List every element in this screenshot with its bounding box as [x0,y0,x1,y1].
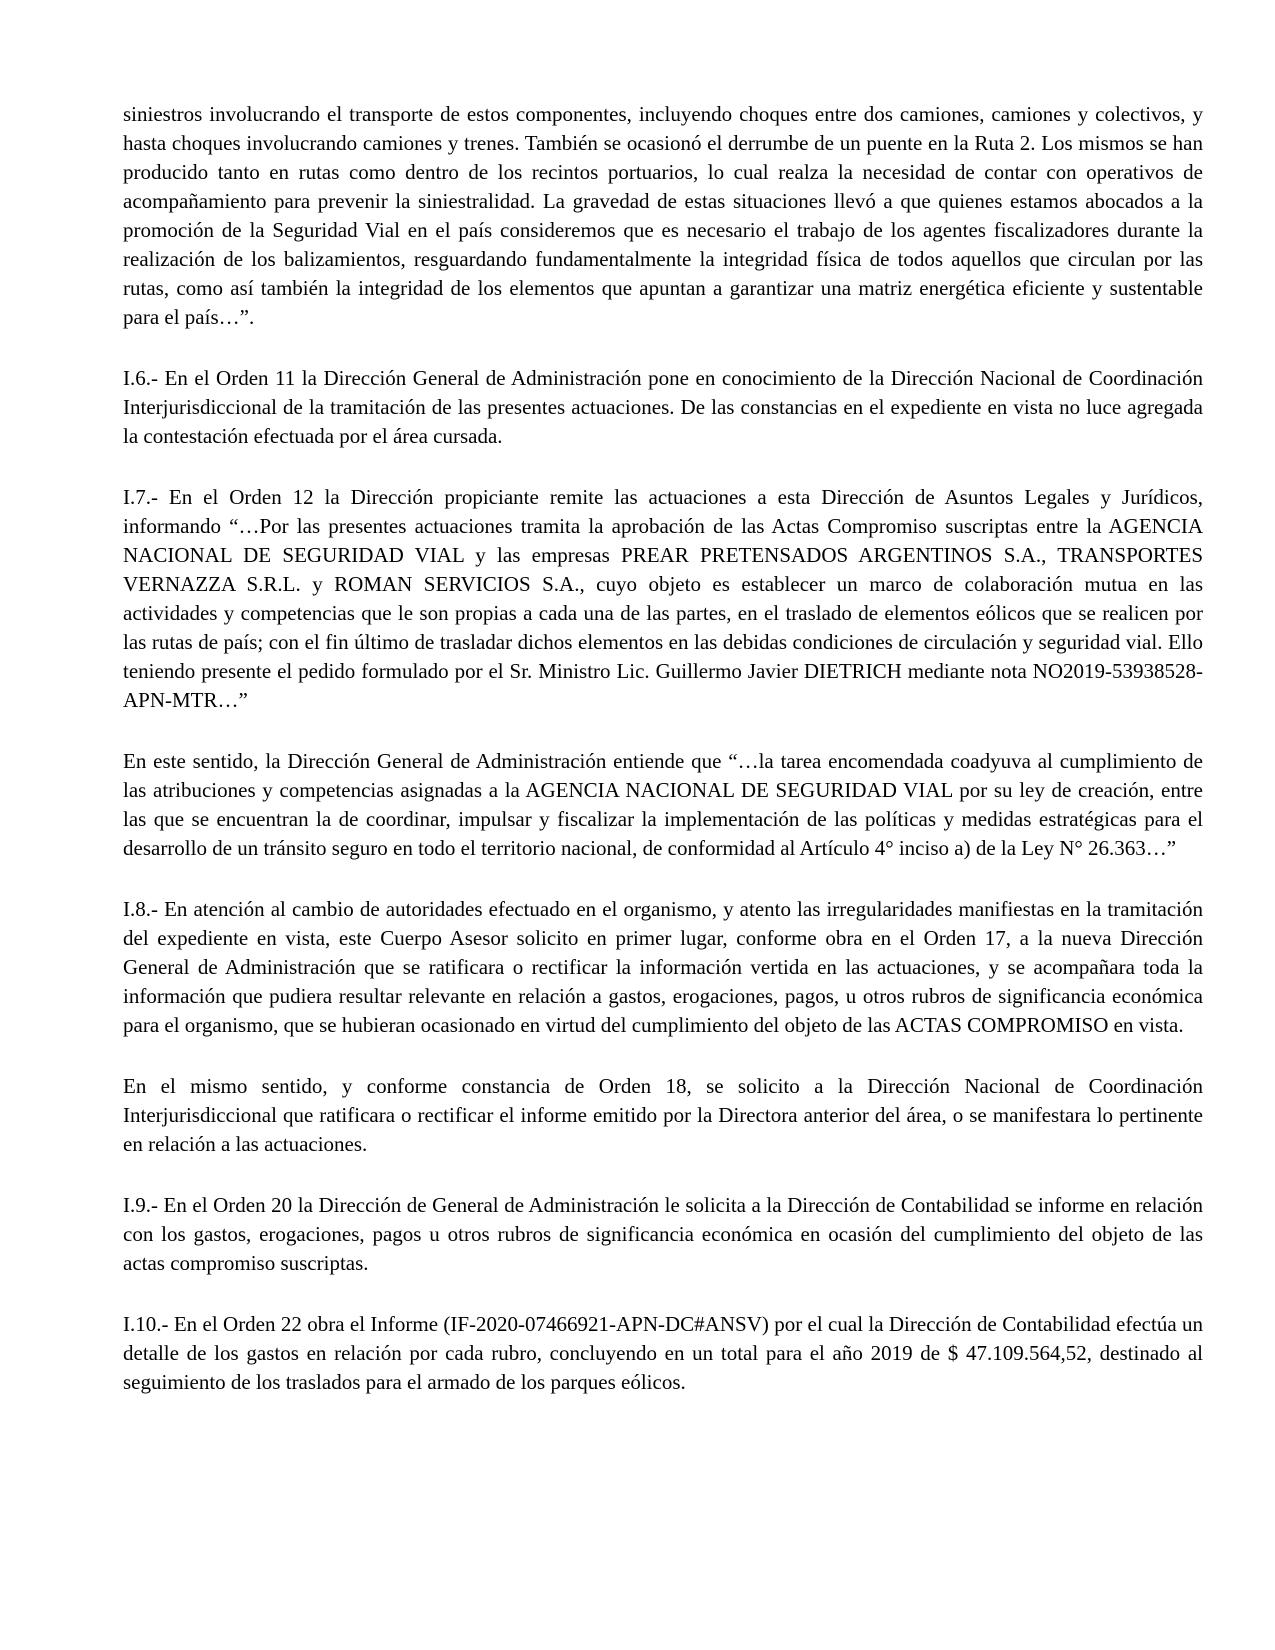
paragraph-i8: I.8.- En atención al cambio de autoridades efectuado en el organismo, y atento las irregularidades manifiestas en la tramitación del expediente en vista, este Cuerpo Asesor solicito en primer lugar, conforme obra en el Orden 17, a la nueva Dirección General de Administración que se ratificara o rectificar la información vertida en las actuaciones, y se acompañara toda la información que pudiera resultar relevante en relación a gastos, erogaciones, pagos, u otros rubros de significancia económica para el organismo, que se hubieran ocasionado en virtud del cumplimiento del objeto de las ACTAS COMPROMISO en vista. [123,897,1203,1037]
paragraph-orden-18: En el mismo sentido, y conforme constancia de Orden 18, se solicito a la Dirección Nacional de Coordinación Interjurisdiccional que ratificara o rectificar el informe emitido por la Directora anterior del área, o se manifestara lo pertinente en relación a las actuaciones. [123,1074,1203,1156]
paragraph-i6: I.6.- En el Orden 11 la Dirección General de Administración pone en conocimiento de la Dirección Nacional de Coordinación Interjurisdiccional de la tramitación de las presentes actuaciones. De las constancias en el expediente en vista no luce agregada la contestación efectuada por el área cursada. [123,366,1203,448]
paragraph-i7: I.7.- En el Orden 12 la Dirección propiciante remite las actuaciones a esta Dirección de Asuntos Legales y Jurídicos, informando “…Por las presentes actuaciones tramita la aprobación de las Actas Compromiso suscriptas entre la AGENCIA NACIONAL DE SEGURIDAD VIAL y las empresas PREAR PRETENSADOS ARGENTINOS S.A., TRANSPORTES VERNAZZA S.R.L. y ROMAN SERVICIOS S.A., cuyo objeto es establecer un marco de colaboración mutua en las actividades y competencias que le son propias a cada una de las partes, en el traslado de elementos eólicos que se realicen por las rutas de país; con el fin último de trasladar dichos elementos en las debidas condiciones de circulación y seguridad vial. Ello teniendo presente el pedido formulado por el Sr. Ministro Lic. Guillermo Javier DIETRICH mediante nota NO2019-53938528-APN-MTR…” [123,485,1203,712]
paragraph-i10: I.10.- En el Orden 22 obra el Informe (IF-2020-07466921-APN-DC#ANSV) por el cual la Dirección de Contabilidad efectúa un detalle de los gastos en relación por cada rubro, concluyendo en un total para el año 2019 de $ 47.109.564,52, destinado al seguimiento de los traslados para el armado de los parques eólicos. [123,1312,1203,1394]
document-body [123,100,1203,1429]
paragraph-en-este-sentido: En este sentido, la Dirección General de Administración entiende que “…la tarea encomendada coadyuva al cumplimiento de las atribuciones y competencias asignadas a la AGENCIA NACIONAL DE SEGURIDAD VIAL por su ley de creación, entre las que se encuentran la de coordinar, impulsar y fiscalizar la implementación de las políticas y medidas estratégicas para el desarrollo de un tránsito seguro en todo el territorio nacional, de conformidad al Artículo 4° inciso a) de la Ley N° 26.363…” [123,749,1203,860]
paragraph-continuation: siniestros involucrando el transporte de estos componentes, incluyendo choques entre dos camiones, camiones y colectivos, y hasta choques involucrando camiones y trenes. También se ocasionó el derrumbe de un puente en la Ruta 2. Los mismos se han producido tanto en rutas como dentro de los recintos portuarios, lo cual realza la necesidad de contar con operativos de acompañamiento para prevenir la siniestralidad. La gravedad de estas situaciones llevó a que quienes estamos abocados a la promoción de la Seguridad Vial en el país consideremos que es necesario el trabajo de los agentes fiscalizadores durante la realización de los balizamientos, resguardando fundamentalmente la integridad física de todos aquellos que circulan por las rutas, como así también la integridad de los elementos que apuntan a garantizar una matriz energética eficiente y sustentable para el país…”. [123,102,1203,329]
paragraph-i9: I.9.- En el Orden 20 la Dirección de General de Administración le solicita a la Dirección de Contabilidad se informe en relación con los gastos, erogaciones, pagos u otros rubros de significancia económica en ocasión del cumplimiento del objeto de las actas compromiso suscriptas. [123,1193,1203,1275]
